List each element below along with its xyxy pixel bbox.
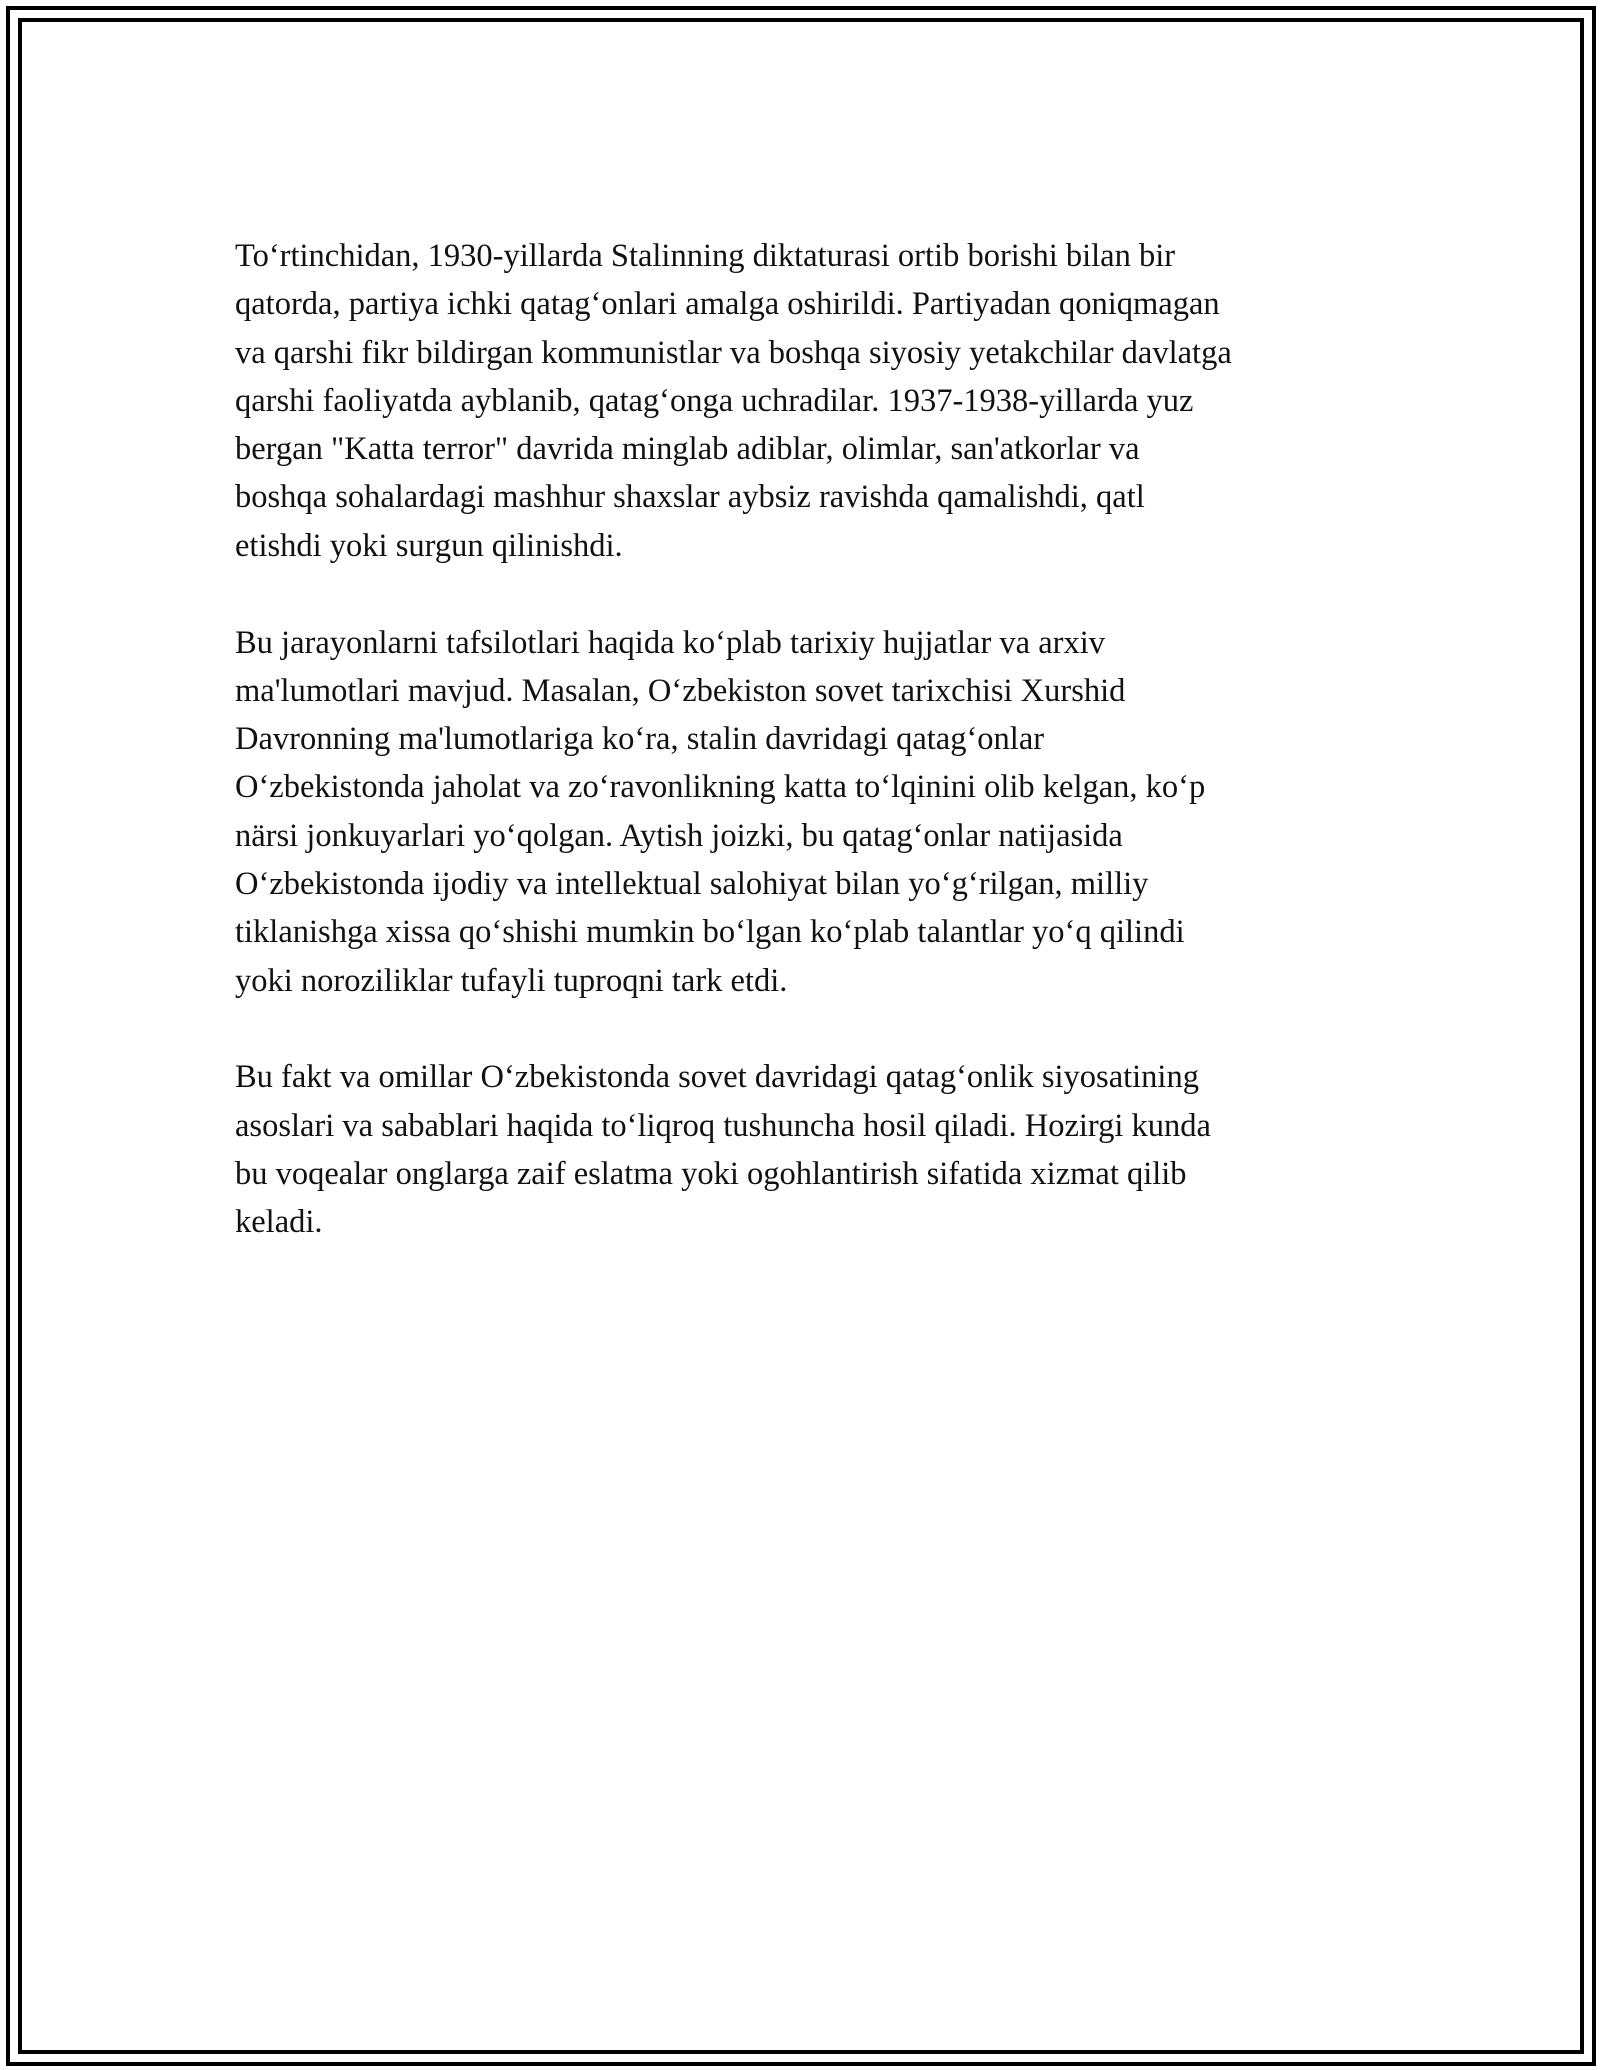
paragraph-3: Bu fakt va omillar O‘zbekistonda sovet davridagi qatag‘onlik siyosatining asoslari va sabablari haqida to‘liqroq tushuncha hosil qiladi. Hozirgi kunda bu voqealar onglarga zaif eslatma yoki ogohlantirish sifatida xizmat qilib keladi. <box>235 1059 1211 1241</box>
paragraph-1: To‘rtinchidan, 1930-yillarda Stalinning diktaturasi ortib borishi bilan bir qatorda, partiya ichki qatag‘onlari amalga oshirildi. Partiyadan qoniqmagan va qarshi fikr bildirgan kommunistlar va boshqa siyosiy yetakchilar davlatga qarshi faoliyatda ayblanib, qatag‘onga uchradilar. 1937-1938-yillarda yuz bergan "Katta terror" davrida minglab adiblar, olimlar, san'atkorlar va boshqa sohalardagi mashhur shaxslar aybsiz ravishda qamalishdi, qatl etishdi yoki surgun qilinishdi. <box>235 238 1232 564</box>
document-body <box>235 232 1385 1295</box>
paragraph-2: Bu jarayonlarni tafsilotlari haqida ko‘plab tarixiy hujjatlar va arxiv ma'lumotlari mavjud. Masalan, O‘zbekiston sovet tarixchisi Xurshid Davronning ma'lumotlariga ko‘ra, stalin davridagi qatag‘onlar O‘zbekistonda jaholat va zo‘ravonlikning katta to‘lqinini olib kelgan, ko‘p närsi jonkuyarlari yo‘qolgan. Aytish joizki, bu qatag‘onlar natijasida O‘zbekistonda ijodiy va intellektual salohiyat bilan yo‘g‘rilgan, milliy tiklanishga xissa qo‘shishi mumkin bo‘lgan ko‘plab talantlar yo‘q qilindi yoki noroziliklar tufayli tuproqni tark etdi. <box>235 624 1206 999</box>
